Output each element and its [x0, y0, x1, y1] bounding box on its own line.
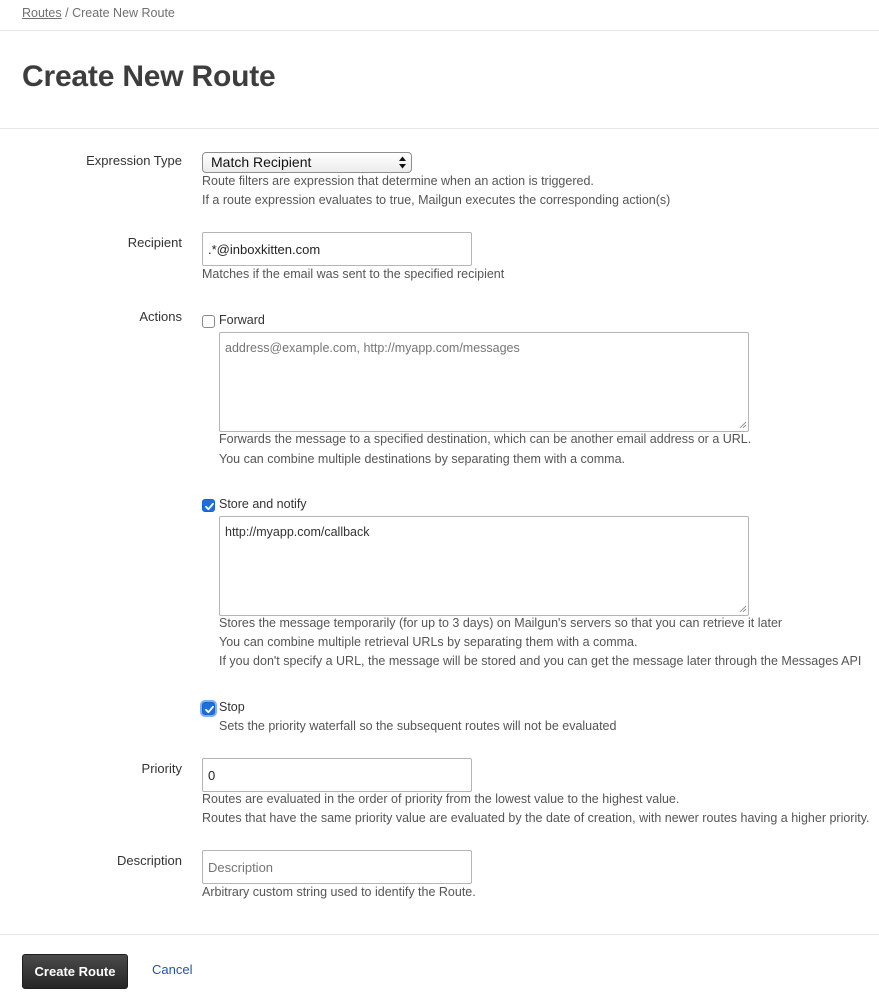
expression-type-select[interactable] [202, 152, 412, 173]
recipient-help: Matches if the email was sent to the specified recipient [202, 267, 505, 281]
expression-type-help-1: Route filters are expression that determine when an action is triggered. [202, 174, 594, 188]
priority-help-2: Routes that have the same priority value are evaluated by the date of creation, with newer routes having a higher priority. [202, 811, 870, 825]
description-input[interactable] [202, 850, 472, 884]
checkmark-icon [204, 704, 215, 715]
title-divider [0, 128, 879, 129]
description-label: Description [116, 853, 182, 868]
description-help: Arbitrary custom string used to identify the Route. [202, 885, 476, 899]
breadcrumb-link-routes[interactable]: Routes [22, 6, 62, 20]
store-notify-label[interactable]: Store and notify [219, 497, 307, 511]
header-divider [0, 30, 879, 31]
store-notify-checkbox[interactable] [202, 499, 215, 512]
breadcrumb [22, 6, 175, 20]
recipient-label: Recipient [127, 235, 182, 250]
priority-label: Priority [141, 761, 182, 776]
forward-label[interactable]: Forward [219, 313, 265, 327]
select-arrows-icon [398, 155, 407, 170]
breadcrumb-current: Create New Route [72, 6, 175, 20]
forward-resize-grip-icon[interactable] [739, 421, 747, 429]
expression-type-help-2: If a route expression evaluates to true, Mailgun executes the corresponding action(s) [202, 193, 671, 207]
recipient-input[interactable] [202, 232, 472, 266]
store-notify-textarea[interactable] [219, 516, 749, 616]
actions-label: Actions [139, 309, 182, 324]
store-notify-help-1: Stores the message temporarily (for up to 3 days) on Mailgun's servers so that you can retrieve it later [219, 616, 783, 630]
stop-help: Sets the priority waterfall so the subsequent routes will not be evaluated [219, 719, 617, 733]
expression-type-label: Expression Type [86, 153, 182, 168]
forward-textarea[interactable] [219, 332, 749, 432]
forward-help-2: You can combine multiple destinations by separating them with a comma. [219, 452, 626, 466]
page-title: Create New Route [22, 60, 276, 93]
expression-type-selected-value: Match Recipient [211, 154, 312, 170]
breadcrumb-separator: / [65, 6, 69, 20]
footer-divider [0, 934, 879, 935]
stop-label[interactable]: Stop [219, 700, 245, 714]
store-notify-resize-grip-icon[interactable] [739, 605, 747, 613]
cancel-button[interactable]: Cancel [152, 962, 193, 977]
priority-input[interactable] [202, 758, 472, 792]
create-route-button[interactable]: Create Route [22, 954, 128, 989]
forward-checkbox[interactable] [202, 315, 215, 328]
priority-help-1: Routes are evaluated in the order of priority from the lowest value to the highest value. [202, 792, 680, 806]
stop-checkbox[interactable] [202, 702, 215, 715]
store-notify-help-3: If you don't specify a URL, the message will be stored and you can get the message later through the Messages API [219, 654, 862, 668]
store-notify-help-2: You can combine multiple retrieval URLs by separating them with a comma. [219, 635, 638, 649]
checkmark-icon [204, 501, 215, 512]
forward-help-1: Forwards the message to a specified destination, which can be another email address or a URL. [219, 432, 752, 446]
